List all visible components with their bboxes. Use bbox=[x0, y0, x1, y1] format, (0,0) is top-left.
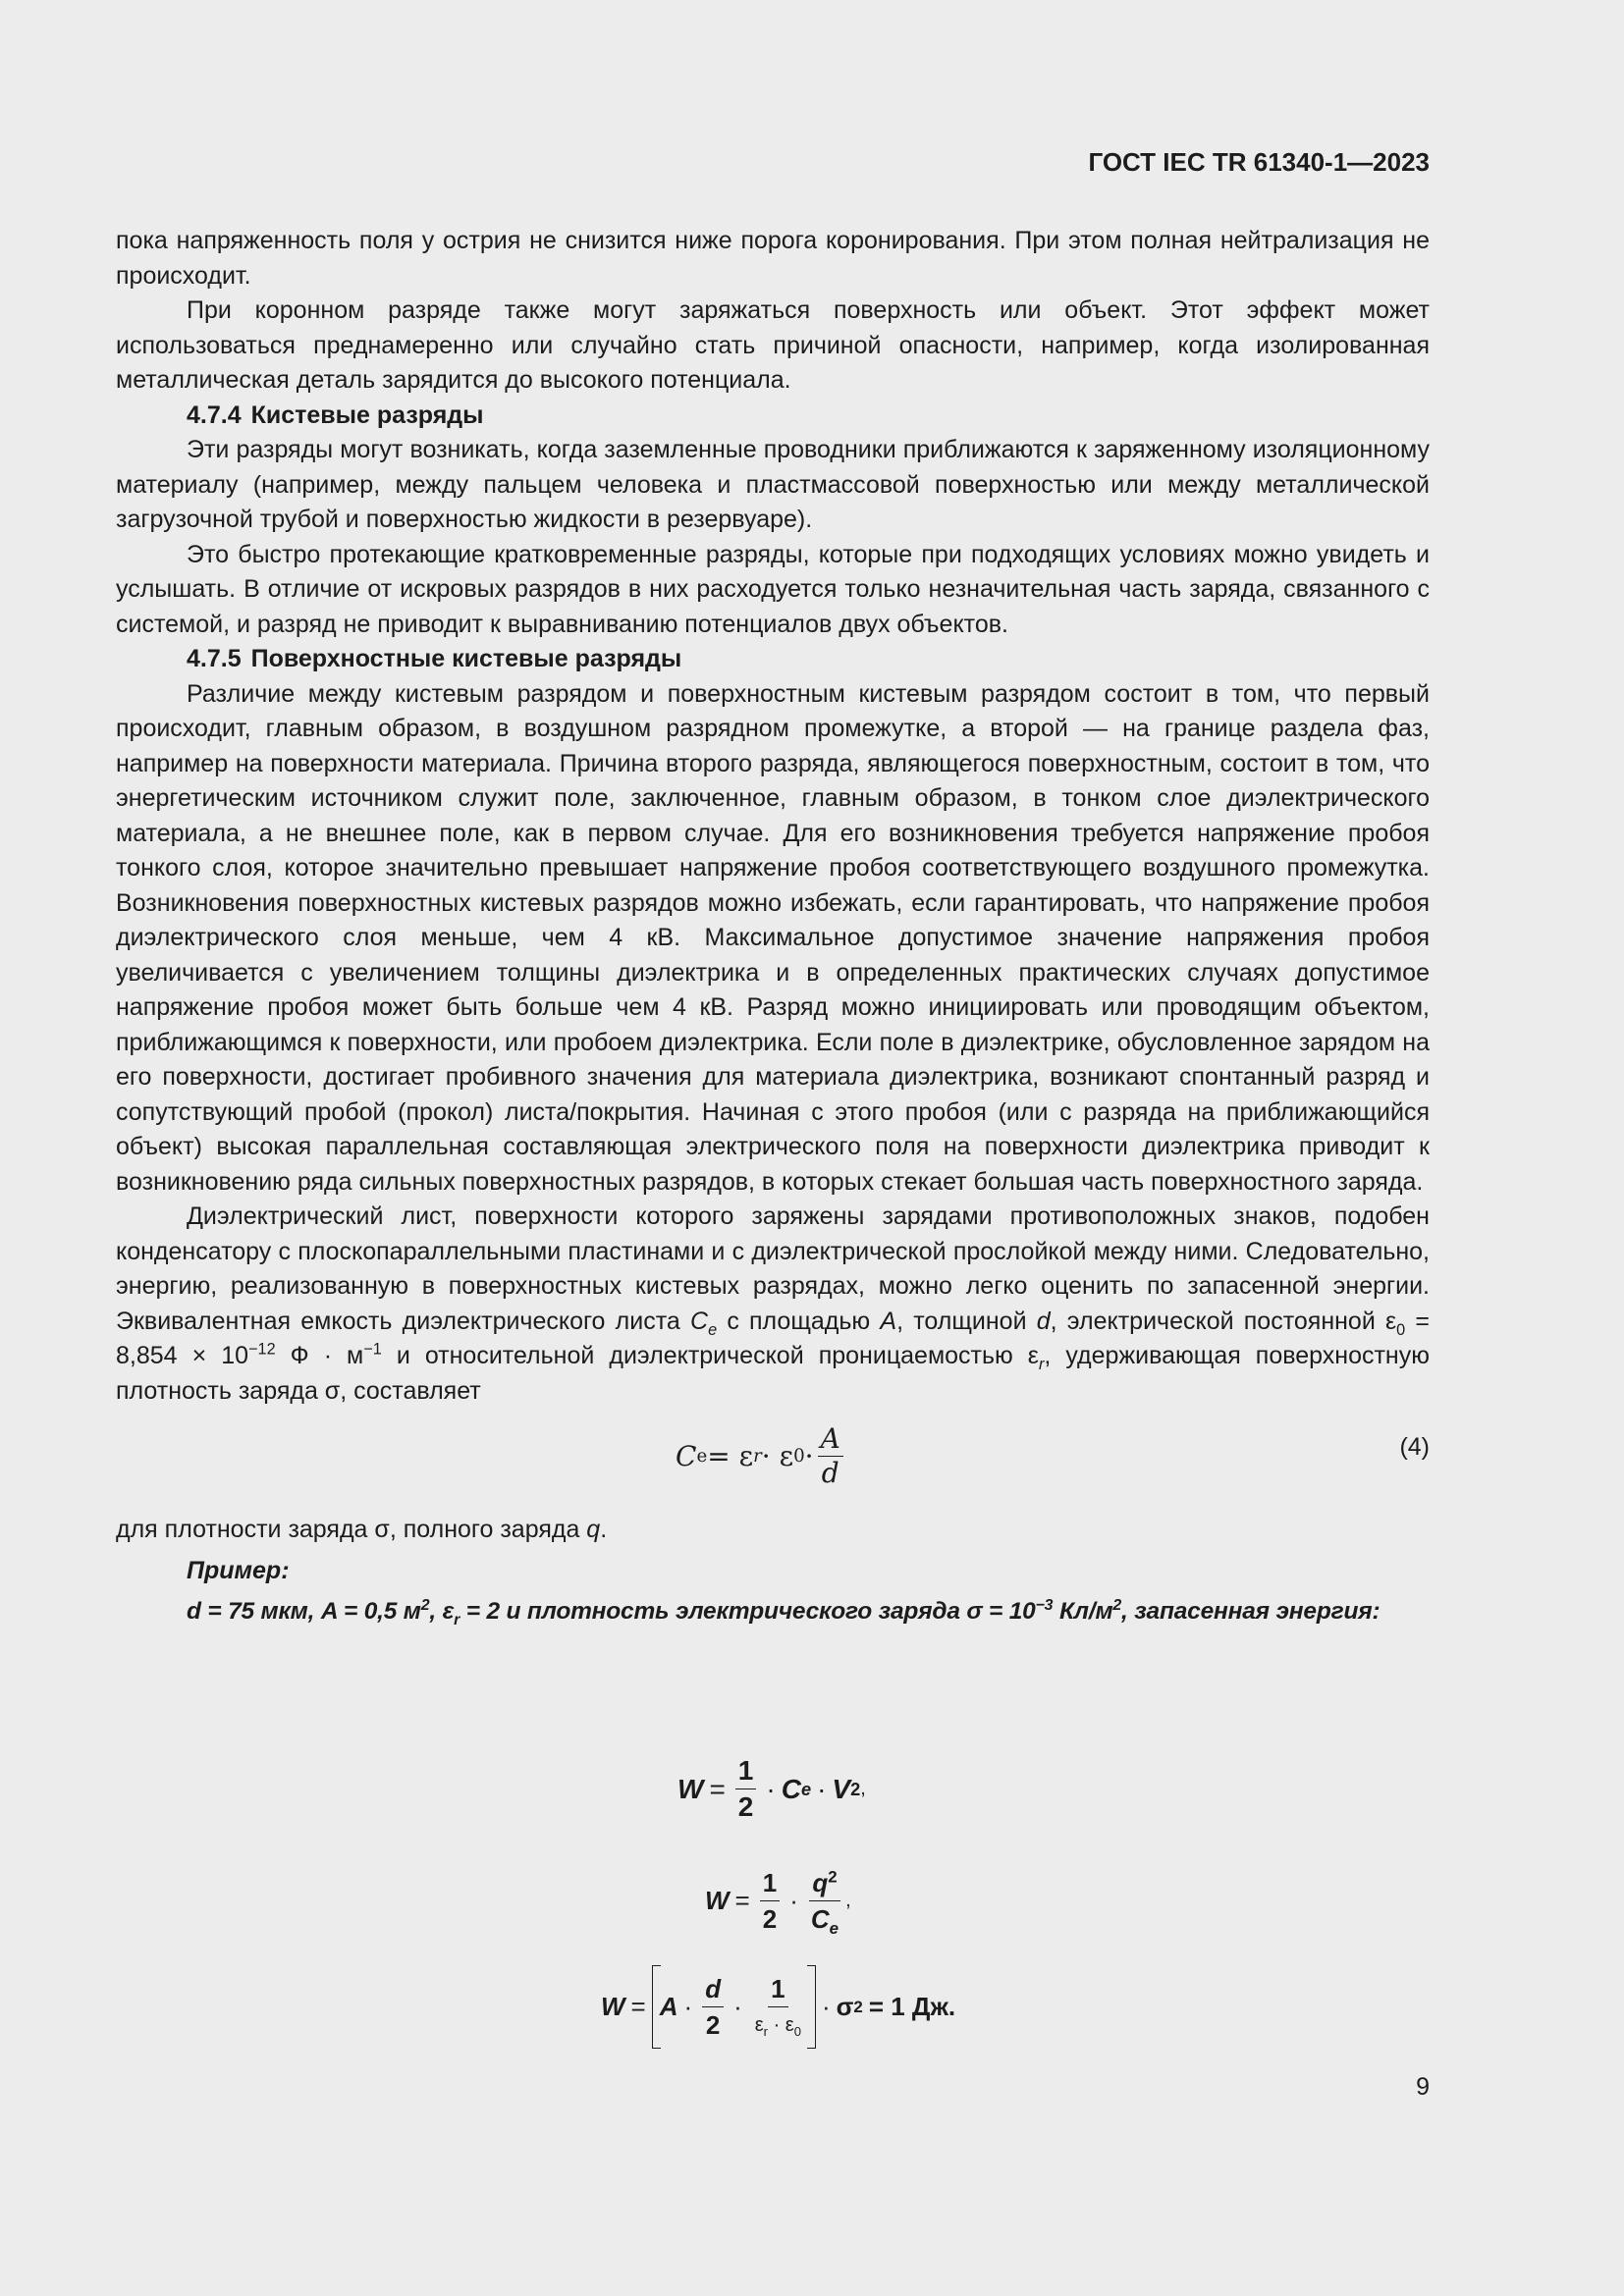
example-text: d = 75 мкм, A = 0,5 $м^2$, $\varepsilon_r = 2$ и плотность электрического заряда $\sigma = 10^{-3}$ $Кл/м^2$, запасенная энергия: bbox=[187, 1596, 1380, 1629]
paragraph: Эти разряды могут возникать, когда заземленные проводники приближаются к заряженному изоляционному материалу (например, между пальцем человека и пластмассовой поверхностью или между металлической загрузочной трубой и поверхностью жидкости в резервуаре). bbox=[116, 436, 1430, 533]
paragraph: При коронном разряде также могут заряжаться поверхность или объект. Этот эффект может использоваться преднамеренно или случайно стать причиной опасности, например, когда изолированная металлическая деталь зарядится до высокого потенциала. bbox=[116, 296, 1430, 394]
fraction: $\frac{A}{d}$ bbox=[818, 1422, 843, 1490]
section-number: 4.7.5 bbox=[187, 645, 242, 672]
bracket-group: A · $\frac{d}{2}$ · $\frac{1}{\varepsilon_r \cdot \varepsilon_0}$ bbox=[652, 1971, 816, 2043]
formula-number: (4) bbox=[1399, 1433, 1430, 1461]
example-title: Пример: bbox=[187, 1556, 290, 1584]
document-body bbox=[116, 224, 1430, 1629]
paragraph: для плотности заряда σ, полного заряда q. bbox=[116, 1516, 608, 1543]
section-title: Кистевые разряды bbox=[250, 400, 484, 429]
section-number: 4.7.4 bbox=[187, 400, 242, 429]
paragraph: Это быстро протекающие кратковременные разряды, которые при подходящих условиях можно увидеть и услышать. В отличие от искровых разрядов в них расходуется только незначительная часть заряда, связанного с системой, и разряд не приводит к выравниванию потенциалов двух объектов. bbox=[116, 540, 1430, 638]
section-heading-4-7-4 bbox=[116, 399, 1430, 434]
document-header: ГОСТ IEC TR 61340-1—2023 bbox=[1088, 147, 1430, 177]
formula-capacitance: C e = ε r · ε 0 · $\frac{A}{d}$ bbox=[676, 1422, 847, 1490]
paragraph: пока напряженность поля у острия не снизится ниже порога коронирования. При этом полная нейтрализация не происходит. bbox=[116, 227, 1430, 290]
paragraph-capacitance: Диэлектрический лист, поверхности которого заряжены зарядами противоположных знаков, подобен конденсатору с плоскопараллельными пластинами и с диэлектрической прослойкой между ними. Следовательно, энергию, реализованную в поверхностных кистевых разрядах, можно легко оценить по запасенной энергии. Эквивалентная емкость диэлектрического листа $C_e$ с площадью A, толщиной d, электрической постоянной $\varepsilon_0 = 8,854 \times 10^{-12}$ $Ф \cdot м^{-1}$ и относительной диэлектрической проницаемостью $\varepsilon_r$, удерживающая поверхностную плотность заряда σ, составляет bbox=[116, 1202, 1431, 1405]
section-title: Поверхностные кистевые разряды bbox=[250, 645, 682, 672]
section-heading-4-7-5 bbox=[116, 642, 1430, 677]
formula-energy-3: W = A · $\frac{d}{2}$ · $\frac{1}{\varepsilon_r \cdot \varepsilon_0}$ · σ 2 = 1 Дж. bbox=[601, 1971, 961, 2043]
formula-energy-2: W = $\frac{1}{2}$ · $\frac{q^2}{C_e}$ , bbox=[705, 1865, 851, 1937]
formula-4 bbox=[116, 1420, 1430, 1503]
formula-energy-1: W = $\frac{1}{2}$ · C e · V 2 , bbox=[677, 1755, 866, 1822]
page-number: 9 bbox=[1416, 2073, 1430, 2101]
paragraph: Различие между кистевым разрядом и поверхностным кистевым разрядом состоит в том, что первый происходит, главным образом, в воздушном разрядном промежутке, а второй — на границе раздела фаз, например на поверхности материала. Причина второго разряда, являющегося поверхностным, состоит в том, что энергетическим источником служит поле, заключенное, главным образом, в тонком слое диэлектрического материала, а не внешнее поле, как в первом случае. Для его возникновения требуется напряжение пробоя тонкого слоя, которое значительно превышает напряжение пробоя соответствующего воздушного промежутка. Возникновения поверхностных кистевых разрядов можно избежать, если гарантировать, что напряжение пробоя диэлектрического слоя меньше, чем 4 кВ. Максимальное допустимое значение напряжения пробоя увеличивается с увеличением толщины диэлектрика и в определенных практических случаях допустимое напряжение пробоя может быть больше чем 4 кВ. Разряд можно инициировать или проводящим объектом, приближающимся к поверхности, или пробоем диэлектрика. Если поле в диэлектрике, обусловленное зарядом на его поверхности, достигает пробивного значения для материала диэлектрика, возникают спонтанный разряд и сопутствующий пробой (прокол) листа/покрытия. Начиная с этого пробоя (или с разряда на приближающийся объект) высокая параллельная составляющая электрического поля на поверхности диэлектрика приводит к возникновению ряда сильных поверхностных разрядов, в которых стекает большая часть поверхностного заряда. bbox=[116, 679, 1430, 1196]
